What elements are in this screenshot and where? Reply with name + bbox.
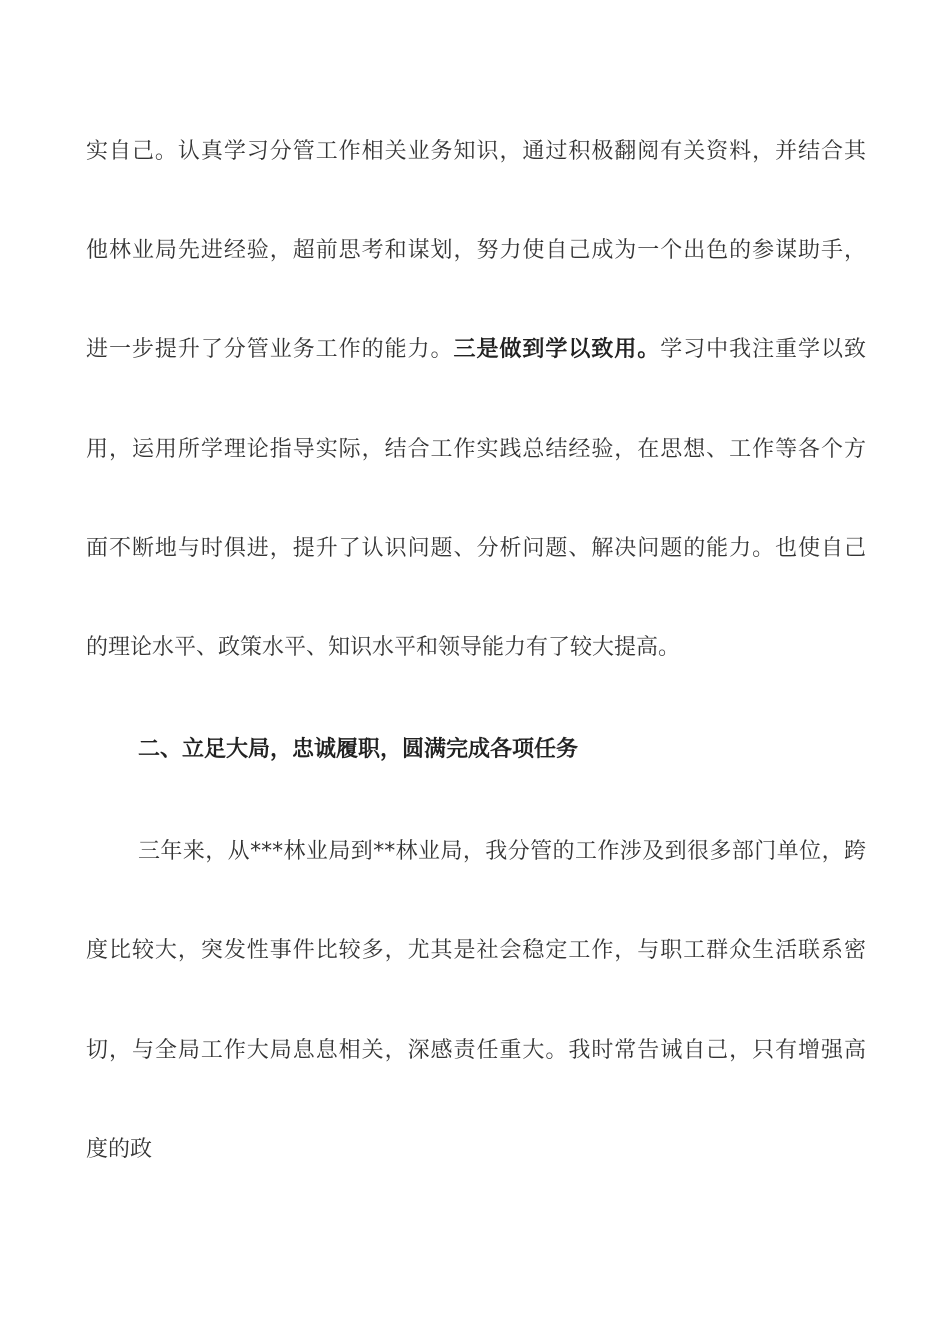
paragraph-line: 度的政 bbox=[86, 1137, 153, 1162]
paragraph-line: 度比较大，突发性事件比较多，尤其是社会稳定工作，与职工群众生活联系密 bbox=[86, 938, 866, 963]
paragraph-line: 实自己。认真学习分管工作相关业务知识，通过积极翻阅有关资料，并结合其 bbox=[86, 139, 866, 164]
bold-emphasis: 三是做到学以致用。 bbox=[453, 337, 661, 362]
section-heading: 二、立足大局，忠诚履职，圆满完成各项任务 bbox=[138, 737, 579, 762]
paragraph-line: 他林业局先进经验，超前思考和谋划，努力使自己成为一个出色的参谋助手， bbox=[86, 238, 866, 263]
paragraph-line: 切，与全局工作大局息息相关，深感责任重大。我时常告诫自己，只有增强高 bbox=[86, 1038, 866, 1063]
paragraph-line: 用，运用所学理论指导实际，结合工作实践总结经验，在思想、工作等各个方 bbox=[86, 437, 866, 462]
paragraph-line: 三年来，从***林业局到**林业局，我分管的工作涉及到很多部门单位，跨 bbox=[138, 839, 866, 864]
text-run: 学习中我注重学以致 bbox=[660, 337, 866, 362]
paragraph-line: 的理论水平、政策水平、知识水平和领导能力有了较大提高。 bbox=[86, 635, 681, 660]
paragraph-line: 面不断地与时俱进，提升了认识问题、分析问题、解决问题的能力。也使自己 bbox=[86, 536, 866, 561]
text-run: 进一步提升了分管业务工作的能力。 bbox=[86, 337, 454, 362]
paragraph-line-mixed bbox=[86, 335, 866, 365]
